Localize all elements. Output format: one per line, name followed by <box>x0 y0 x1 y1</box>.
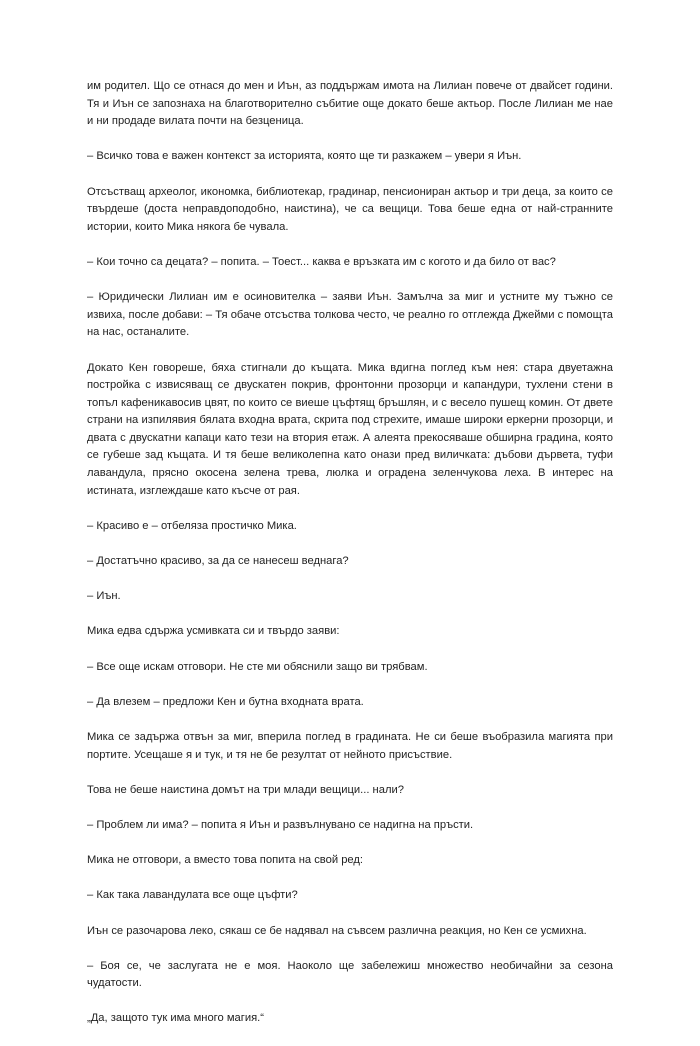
paragraph-8: – Достатъчно красиво, за да се нанесеш веднага? <box>87 555 349 568</box>
paragraph-19: – Боя се, че заслугата не е моя. Наоколо ще забележиш множество необичайни за сезона чудатости. <box>87 959 613 990</box>
paragraph-3: Отсъстващ археолог, икономка, библиотекар, градинар, пенсиониран актьор и три деца, за които се твърдеше (доста неправдоподобно, наистина), че са вещици. Това беше една от най-странните истории, които Мика някога бе чувала. <box>87 185 613 233</box>
paragraph-9: – Иън. <box>87 590 121 603</box>
paragraph-11: – Все още искам отговори. Не сте ми обяснили защо ви трябвам. <box>87 660 428 673</box>
paragraph-20: „Да, защото тук има много магия.“ <box>87 1012 264 1025</box>
paragraph-10: Мика едва сдържа усмивката си и твърдо заяви: <box>87 625 340 638</box>
paragraph-4: – Кои точно са децата? – попита. – Тоест... каква е връзката им с когото и да било от вас? <box>87 255 556 268</box>
paragraph-18: Иън се разочарова леко, сякаш се бе надявал на съвсем различна реакция, но Кен се усмихна. <box>87 924 587 937</box>
paragraph-14: Това не беше наистина домът на три млади вещици... нали? <box>87 783 404 796</box>
paragraph-2: – Всичко това е важен контекст за историята, която ще ти разкажем – увери я Иън. <box>87 150 522 163</box>
paragraph-12: – Да влезем – предложи Кен и бутна входната врата. <box>87 695 364 708</box>
paragraph-15: – Проблем ли има? – попита я Иън и развълнувано се надигна на пръсти. <box>87 818 474 831</box>
paragraph-1: им родител. Що се отнася до мен и Иън, аз поддържам имота на Лилиан повече от двайсет години. Тя и Иън се запознаха на благотворително събитие още докато беше актьор. После Лилиан ме нае и ни продаде вилата почти на безценица. <box>87 80 613 128</box>
paragraph-5: – Юридически Лилиан им е осиновителка – заяви Иън. Замълча за миг и устните му тъжно се извиха, после добави: – Тя обаче отсъства толкова често, че реално го отглежда Джейми с помощта на нас, останалите. <box>87 291 613 339</box>
paragraph-13: Мика се задържа отвън за миг, вперила поглед в градината. Не си беше въобразила магията при портите. Усещаше я и тук, и тя не бе резултат от нейното присъствие. <box>87 730 613 761</box>
document-page <box>87 78 613 1046</box>
paragraph-17: – Как така лавандулата все още цъфти? <box>87 889 298 902</box>
paragraph-16: Мика не отговори, а вместо това попита на свой ред: <box>87 854 364 867</box>
paragraph-6: Докато Кен говореше, бяха стигнали до къщата. Мика вдигна поглед към нея: стара двуетажна постройка с извисяващ се двускатен покрив, фронтонни прозорци и капандури, тухлени стени в топъл кафеникавосив цвят, по които се виеше цъфтящ бръшлян, и с весело пушещ комин. От двете страни на изпилявия бялата входна врата, скрита под стрехите, имаше широки еркерни прозорци, и двата с двускатни капаци като тези на втория етаж. А алеята прекосяваше обширна градина, която се губеше зад къщата. И тя беше великолепна като онази пред виличката: дъбови дървета, туфи лавандула, прясно окосена зелена трева, люлка и оградена зеленчукова леха. В интерес на истината, изглеждаше като късче от рая. <box>87 361 613 497</box>
paragraph-7: – Красиво е – отбеляза простичко Мика. <box>87 519 297 532</box>
